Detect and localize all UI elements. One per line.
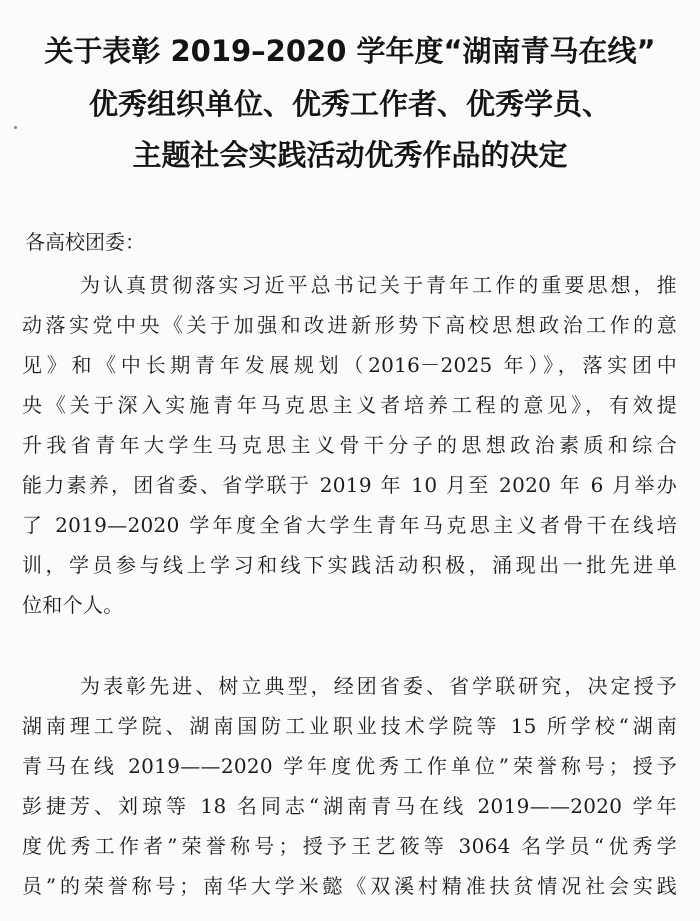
paragraph-2-line: 度优秀工作者”荣誉称号；授予王艺筱等 3064 名学员“优秀学 bbox=[22, 834, 677, 858]
paragraph-1-line: 训，学员参与线上学习和线下实践活动积极，涌现出一批先进单 bbox=[22, 553, 677, 577]
paragraph-1-line: 央《关于深入实施青年马克思主义者培养工程的意见》，有效提 bbox=[22, 393, 677, 417]
paragraph-2-line: 湖南理工学院、湖南国防工业职业技术学院等 15 所学校“湖南 bbox=[22, 714, 677, 738]
paragraph-1-line: 位和个人。 bbox=[22, 593, 124, 617]
paragraph-1-line: 为认真贯彻落实习近平总书记关于青年工作的重要思想，推 bbox=[80, 273, 677, 297]
scan-speck bbox=[14, 126, 17, 129]
paragraph-2-line: 青马在线 2019——2020 学年度优秀工作单位”荣誉称号；授予 bbox=[22, 754, 677, 778]
paragraph-2 bbox=[22, 666, 677, 906]
paragraph-1 bbox=[22, 265, 677, 625]
paragraph-1-line: 动落实党中央《关于加强和改进新形势下高校思想政治工作的意 bbox=[22, 313, 677, 337]
paragraph-1-line: 能力素养，团省委、省学联于 2019 年 10 月至 2020 年 6 月举办 bbox=[22, 473, 677, 497]
document-title-line-2: 优秀组织单位、优秀工作者、优秀学员、 bbox=[88, 87, 611, 121]
paragraph-1-line: 了 2019—2020 学年度全省大学生青年马克思主义者骨干在线培 bbox=[22, 513, 677, 537]
document-title-line-3: 主题社会实践活动优秀作品的决定 bbox=[132, 138, 568, 172]
salutation: 各高校团委： bbox=[25, 230, 145, 254]
document-title-line-1: 关于表彰 2019–2020 学年度“湖南青马在线” bbox=[44, 34, 656, 68]
paragraph-2-line: 为表彰先进、树立典型，经团省委、省学联研究，决定授予 bbox=[80, 674, 677, 698]
paragraph-1-line: 升我省青年大学生马克思主义骨干分子的思想政治素质和综合 bbox=[22, 433, 677, 457]
paragraph-2-line: 员”的荣誉称号；南华大学米懿《双溪村精准扶贫情况社会实践 bbox=[22, 874, 677, 898]
paragraph-1-line: 见》和《中长期青年发展规划（2016－2025 年）》，落实团中 bbox=[22, 353, 677, 377]
paragraph-2-line: 彭捷芳、刘琼等 18 名同志“湖南青马在线 2019——2020 学年 bbox=[22, 794, 677, 818]
